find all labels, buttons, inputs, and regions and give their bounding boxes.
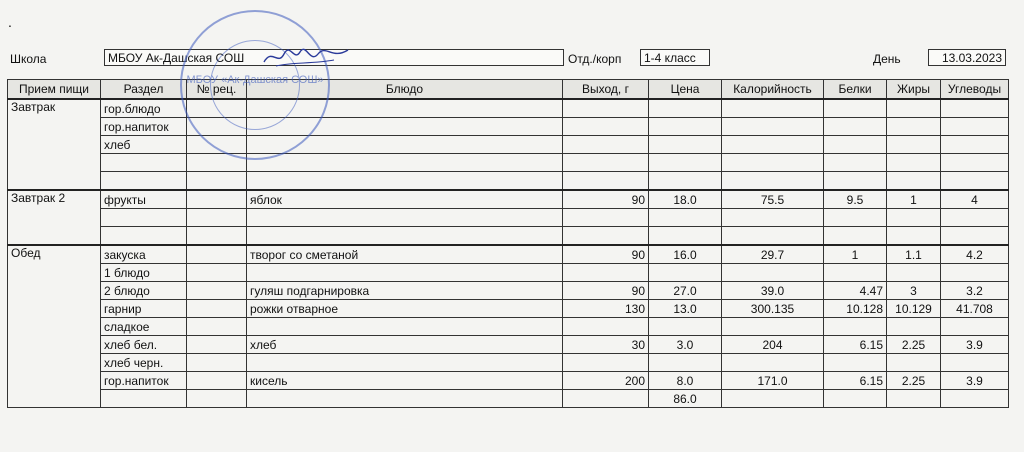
dish-cell: творог со сметаной	[247, 245, 563, 264]
section-cell: фрукты	[101, 190, 187, 209]
kcal-cell: 300.135	[722, 300, 824, 318]
col-header-kcal: Калорийность	[722, 80, 824, 100]
carbs-cell: 3.2	[941, 282, 1009, 300]
table-row	[8, 318, 1009, 336]
section-cell: хлеб	[101, 136, 187, 154]
col-header-protein: Белки	[824, 80, 887, 100]
school-field: МБОУ Ак-Дашская СОШ	[104, 49, 564, 66]
kcal-cell: 204	[722, 336, 824, 354]
dish-cell: гуляш подгарнировка	[247, 282, 563, 300]
protein-cell: 6.15	[824, 372, 887, 390]
day-field: 13.03.2023	[928, 49, 1006, 66]
section-cell: 1 блюдо	[101, 264, 187, 282]
dish-cell: яблок	[247, 190, 563, 209]
fat-cell: 1	[887, 190, 941, 209]
carbs-cell: 3.9	[941, 372, 1009, 390]
fat-cell: 2.25	[887, 336, 941, 354]
fat-cell: 10.129	[887, 300, 941, 318]
dept-field: 1-4 класс	[640, 49, 710, 66]
table-row	[8, 372, 1009, 390]
fat-cell: 1.1	[887, 245, 941, 264]
fat-cell: 2.25	[887, 372, 941, 390]
price-total-cell: 86.0	[649, 390, 722, 408]
section-cell: закуска	[101, 245, 187, 264]
meal-breakfast-2: Завтрак 2	[8, 190, 101, 245]
carbs-cell: 4.2	[941, 245, 1009, 264]
table-row	[8, 264, 1009, 282]
table-row	[8, 209, 1009, 227]
dish-cell: рожки отварное	[247, 300, 563, 318]
col-header-fat: Жиры	[887, 80, 941, 100]
table-row	[8, 245, 1009, 264]
price-cell: 8.0	[649, 372, 722, 390]
table-header-row	[8, 80, 1009, 100]
col-header-price: Цена	[649, 80, 722, 100]
col-header-section: Раздел	[101, 80, 187, 100]
table-row	[8, 118, 1009, 136]
table-row	[8, 190, 1009, 209]
price-cell: 13.0	[649, 300, 722, 318]
col-header-meal: Прием пищи	[8, 80, 101, 100]
yield-cell: 200	[563, 372, 649, 390]
yield-cell: 30	[563, 336, 649, 354]
col-header-recipe: № рец.	[187, 80, 247, 100]
table-row	[8, 99, 1009, 118]
section-cell: сладкое	[101, 318, 187, 336]
carbs-cell: 41.708	[941, 300, 1009, 318]
dish-cell: хлеб	[247, 336, 563, 354]
yield-cell: 130	[563, 300, 649, 318]
col-header-yield: Выход, г	[563, 80, 649, 100]
meal-lunch: Обед	[8, 245, 101, 408]
section-cell: гарнир	[101, 300, 187, 318]
stamp-text: МБОУ «Ак-Дашская СОШ»	[186, 74, 324, 86]
table-row	[8, 136, 1009, 154]
table-row	[8, 354, 1009, 372]
protein-cell: 9.5	[824, 190, 887, 209]
kcal-cell: 29.7	[722, 245, 824, 264]
carbs-cell: 4	[941, 190, 1009, 209]
yield-cell: 90	[563, 245, 649, 264]
meal-breakfast: Завтрак	[8, 99, 101, 190]
mark-dot: .	[8, 14, 12, 30]
table-row	[8, 154, 1009, 172]
fat-cell: 3	[887, 282, 941, 300]
table-row	[8, 390, 1009, 408]
price-cell: 27.0	[649, 282, 722, 300]
section-cell: 2 блюдо	[101, 282, 187, 300]
col-header-dish: Блюдо	[247, 80, 563, 100]
protein-cell: 4.47	[824, 282, 887, 300]
yield-cell: 90	[563, 190, 649, 209]
section-cell: хлеб бел.	[101, 336, 187, 354]
dept-label: Отд./корп	[568, 52, 622, 66]
price-cell: 18.0	[649, 190, 722, 209]
kcal-cell: 171.0	[722, 372, 824, 390]
table-row	[8, 300, 1009, 318]
kcal-cell: 75.5	[722, 190, 824, 209]
kcal-cell: 39.0	[722, 282, 824, 300]
price-cell: 16.0	[649, 245, 722, 264]
section-cell: гор.напиток	[101, 372, 187, 390]
section-cell: гор.напиток	[101, 118, 187, 136]
table-row	[8, 172, 1009, 191]
menu-table	[7, 79, 1009, 408]
school-label: Школа	[10, 52, 47, 66]
section-cell: гор.блюдо	[101, 99, 187, 118]
table-row	[8, 227, 1009, 246]
protein-cell: 1	[824, 245, 887, 264]
table-row	[8, 336, 1009, 354]
protein-cell: 6.15	[824, 336, 887, 354]
section-cell: хлеб черн.	[101, 354, 187, 372]
day-label: День	[873, 52, 901, 66]
protein-cell: 10.128	[824, 300, 887, 318]
price-cell: 3.0	[649, 336, 722, 354]
dish-cell: кисель	[247, 372, 563, 390]
carbs-cell: 3.9	[941, 336, 1009, 354]
yield-cell: 90	[563, 282, 649, 300]
col-header-carbs: Углеводы	[941, 80, 1009, 100]
table-row	[8, 282, 1009, 300]
